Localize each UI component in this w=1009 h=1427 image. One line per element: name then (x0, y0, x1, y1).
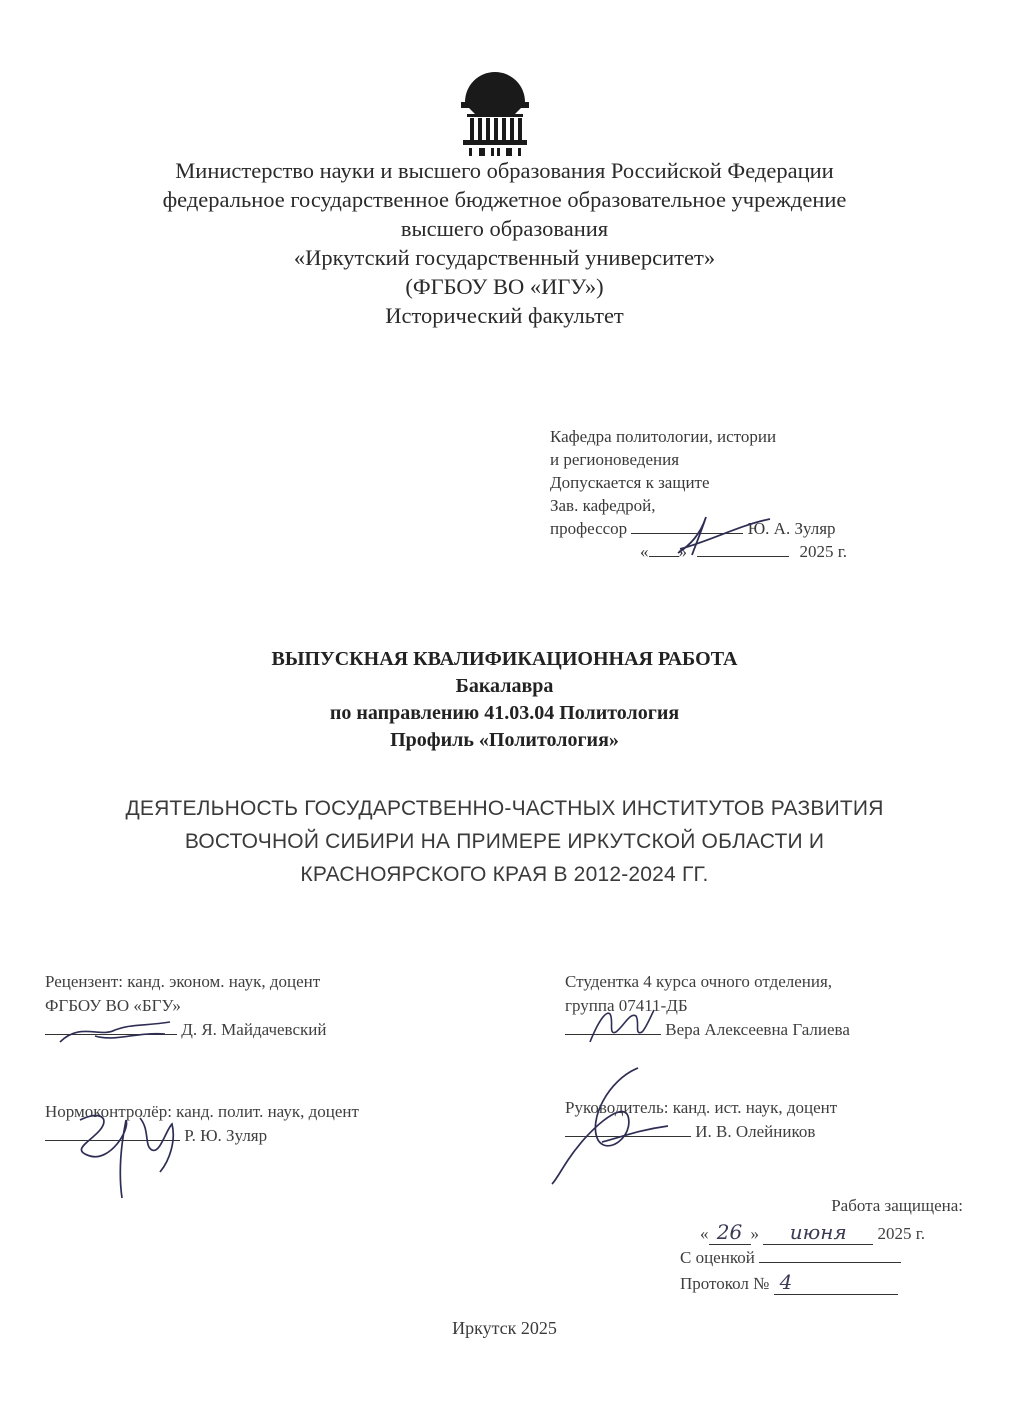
university-abbr-line: (ФГБОУ ВО «ИГУ») (405, 274, 604, 299)
work-degree: Бакалавра (455, 675, 554, 697)
admission-line: Допускается к защите (550, 473, 710, 492)
normcontrol-name: Р. Ю. Зуляр (184, 1126, 268, 1145)
grade-line (680, 1246, 965, 1270)
reviewer-title: Рецензент: канд. эконом. наук, доцент (45, 972, 321, 991)
grade-blank (759, 1248, 901, 1263)
work-type: ВЫПУСКНАЯ КВАЛИФИКАЦИОННАЯ РАБОТА (271, 648, 738, 670)
supervisor-title: Руководитель: канд. ист. наук, доцент (565, 1098, 838, 1117)
protocol-label: Протокол № (680, 1274, 770, 1293)
education-level-line: высшего образования (400, 216, 609, 241)
approval-year: 2025 г. (799, 542, 848, 561)
reviewer-org: ФГБОУ ВО «БГУ» (45, 996, 181, 1015)
protocol-number: 4 (774, 1270, 898, 1295)
defense-block (680, 1194, 965, 1296)
defense-date-line: « 26 » июня 2025 г. (700, 1220, 926, 1244)
university-name-line: «Иркутский государственный университет» (293, 245, 716, 270)
defense-label: Работа защищена: (831, 1196, 963, 1215)
head-position-line: Зав. кафедрой, (550, 496, 656, 515)
head-name: Ю. А. Зуляр (747, 519, 836, 538)
university-logo-icon (455, 62, 535, 158)
normcontrol-title: Нормоконтролёр: канд. полит. наук, доцент (45, 1102, 359, 1121)
student-group: группа 07411-ДБ (565, 996, 688, 1015)
defense-day: 26 (709, 1220, 751, 1245)
faculty-line: Исторический факультет (385, 303, 624, 328)
topic-line-3: КРАСНОЯРСКОГО КРАЯ В 2012-2024 ГГ. (300, 863, 709, 886)
reviewer-name: Д. Я. Майдачевский (181, 1020, 327, 1039)
student-signature (580, 1002, 660, 1052)
defense-month: июня (763, 1220, 873, 1245)
supervisor-signature (548, 1060, 678, 1190)
city-year: Иркутск 2025 (452, 1318, 557, 1338)
thesis-topic (40, 792, 969, 891)
supervisor-name: И. В. Олейников (695, 1122, 816, 1141)
head-signature (660, 505, 780, 560)
institution-header (0, 156, 1009, 330)
normcontrol-signature (60, 1100, 190, 1210)
reviewer-signature (55, 1012, 185, 1052)
topic-line-2: ВОСТОЧНОЙ СИБИРИ НА ПРИМЕРЕ ИРКУТСКОЙ ОБЛАСТИ И (184, 830, 825, 853)
protocol-line (680, 1270, 965, 1296)
work-direction: по направлению 41.03.04 Политология (329, 702, 680, 724)
department-name-line1: Кафедра политологии, истории (550, 427, 777, 446)
work-title-block (0, 646, 1009, 754)
ministry-line: Министерство науки и высшего образования Российской Федерации (175, 158, 834, 183)
topic-line-1: ДЕЯТЕЛЬНОСТЬ ГОСУДАРСТВЕННО-ЧАСТНЫХ ИНСТИТУТОВ РАЗВИТИЯ (125, 797, 884, 820)
student-course: Студентка 4 курса очного отделения, (565, 972, 833, 991)
student-name: Вера Алексеевна Галиева (665, 1020, 850, 1039)
head-title: профессор (550, 519, 628, 538)
defense-year: 2025 г. (877, 1224, 926, 1243)
approval-date-line: « » 2025 г. (640, 542, 848, 561)
work-profile: Профиль «Политология» (390, 729, 619, 751)
department-name-line2: и регионоведения (550, 450, 680, 469)
grade-label: С оценкой (680, 1248, 755, 1267)
institution-type-line: федеральное государственное бюджетное образовательное учреждение (162, 187, 847, 212)
